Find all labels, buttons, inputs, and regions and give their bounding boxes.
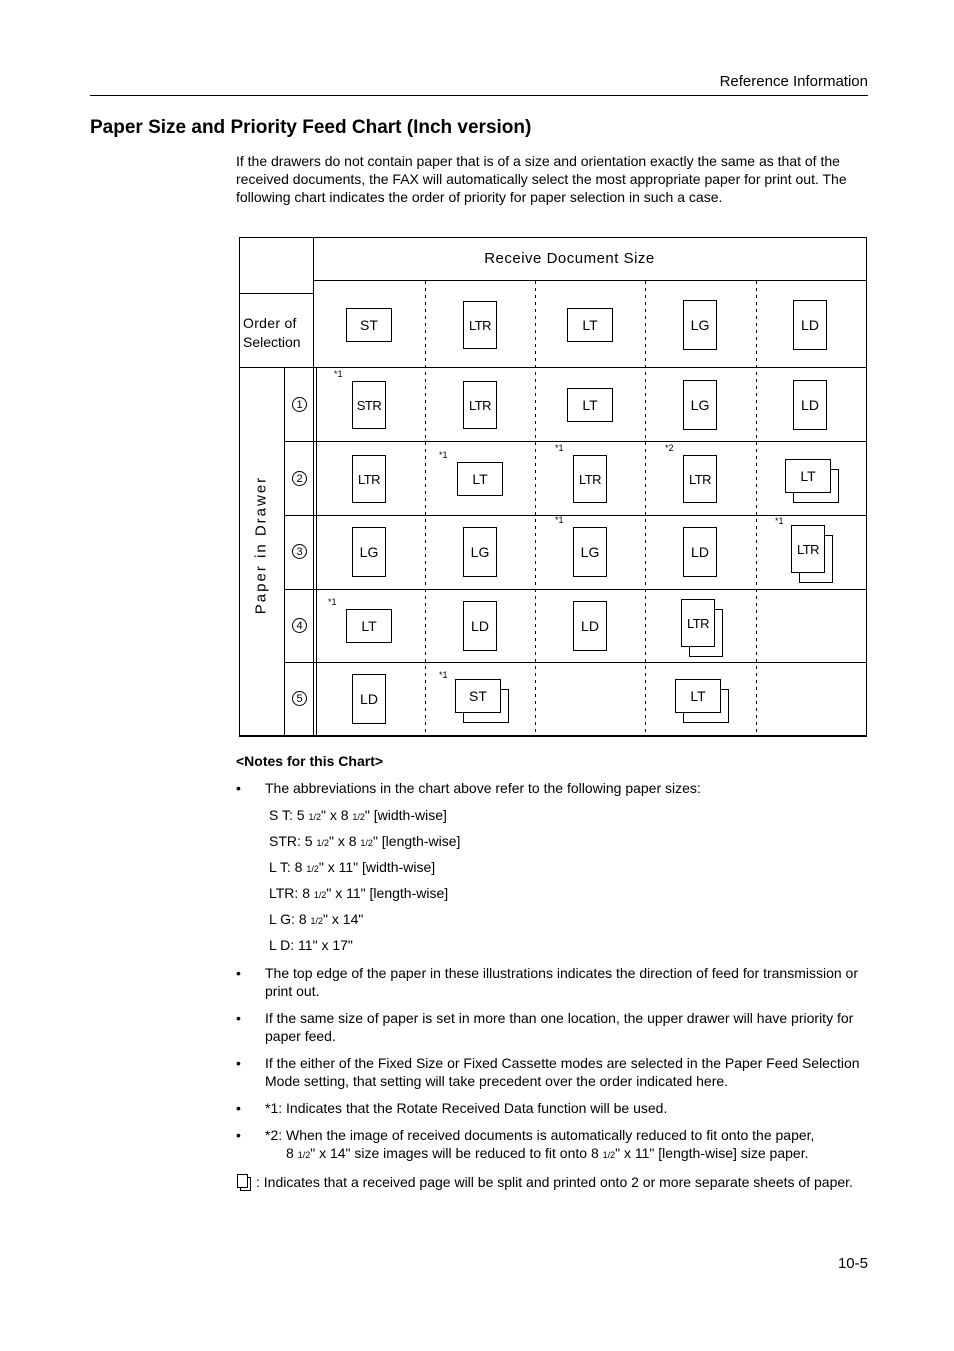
page-number: 10-5 [837,1255,868,1272]
priority-number: 1 [292,397,307,412]
bullet-dot: • [236,1127,241,1143]
order-label-line1: Order of [243,315,297,331]
frac: 1/2 [297,1150,311,1160]
drawer-paper-lg: LG [683,380,717,430]
drawer-paper-ltr: LTR [352,455,386,503]
footnote-marker: *2 [665,443,674,453]
abbr-lg-a: L G: 8 [269,911,311,927]
note2-a: 8 [286,1145,298,1161]
note-text: *2: When the image of received documents is automatically reduced to fit onto the paper, [265,1127,815,1143]
bullet-dot: • [236,1100,241,1116]
drawer-paper-lg: LG [463,527,497,577]
frac: 1/2 [352,812,365,822]
split-pages-icon [236,1174,252,1191]
footnote-marker: *1 [555,515,564,525]
abbr-ld-a: L D: 11" x 17" [269,937,353,953]
footnote-marker: *1 [439,670,448,680]
note-text: If the either of the Fixed Size or Fixed Cassette modes are selected in the Paper Feed Selection Mode setting, that setting will take precedent over the order indicated here. [265,1055,860,1089]
drawer-paper-ld: LD [573,601,607,651]
receive-size-ld: LD [793,300,827,350]
note2-b: " x 14" size images will be reduced to fit onto 8 [310,1145,603,1161]
drawer-paper-ltr: LTR [791,525,825,573]
receive-size-st: ST [346,308,392,342]
drawer-paper-st: ST [455,679,501,713]
drawer-paper-str: STR [352,381,386,429]
abbr-st-a: S T: 5 [269,807,309,823]
split-note-text: : Indicates that a received page will be split and printed onto 2 or more separate sheets of paper. [256,1174,853,1190]
drawer-paper-ld: LD [352,674,386,724]
frac: 1/2 [310,916,324,926]
note-footnote-2 [236,1126,868,1164]
abbr-str-b: " x 8 [328,833,361,849]
drawer-paper-lt: LT [675,679,721,713]
note-text: The top edge of the paper in these illustrations indicates the direction of feed for transmission or print out. [265,965,859,999]
drawer-paper-ltr: LTR [463,381,497,429]
frac: 1/2 [316,838,329,848]
frac: 1/2 [313,890,327,900]
abbr-st [269,806,868,832]
drawer-paper-ld: LD [463,601,497,651]
intro-paragraph: If the drawers do not contain paper that is of a size and orientation exactly the same as that of the received documents, the FAX will automatically select the most appropriate paper for print out. The following chart indicates the order of priority for paper selection in such a case. [236,153,847,205]
notes-title: <Notes for this Chart> [236,753,384,769]
priority-number: 3 [292,544,307,559]
note-same-size [236,1009,868,1045]
drawer-paper-lt: LT [457,462,503,496]
order-label-line2: Selection [243,334,301,350]
note-text: If the same size of paper is set in more than one location, the upper drawer will have priority for paper feed. [265,1010,854,1044]
note-fixed-mode [236,1054,868,1090]
abbr-str-c: " [length-wise] [372,833,461,849]
receive-size-header: Receive Document Size [484,250,655,267]
priority-number: 5 [292,691,307,706]
footnote-marker: *1 [439,450,448,460]
frac: 1/2 [360,838,373,848]
frac: 1/2 [306,864,319,874]
drawer-paper-ltr: LTR [681,599,715,647]
receive-size-lt: LT [567,308,613,342]
drawer-paper-ld: LD [683,527,717,577]
bullet-dot: • [236,1055,241,1071]
abbr-ltr-a: LTR: 8 [269,885,314,901]
abbr-str [269,832,868,858]
drawer-paper-lt: LT [785,459,831,493]
frac: 1/2 [602,1150,616,1160]
drawer-paper-ltr: LTR [573,455,607,503]
note-text: *1: Indicates that the Rotate Received Data function will be used. [265,1100,668,1116]
abbr-lt [269,858,868,884]
section-title: Paper Size and Priority Feed Chart (Inch version) [90,117,532,138]
abbr-ltr-b: " x 11" [length-wise] [326,885,449,901]
note2-c: " x 11" [length-wise] size paper. [615,1145,809,1161]
footnote-marker: *1 [328,597,337,607]
drawer-paper-lt: LT [567,388,613,422]
note-abbreviations [236,779,868,797]
abbr-ld [269,936,868,962]
footnote-marker: *1 [555,443,564,453]
running-header: Reference Information [719,73,868,90]
bullet-dot: • [236,780,241,796]
receive-size-ltr: LTR [463,301,497,349]
paper-in-drawer-label: Paper in Drawer [252,475,270,615]
abbr-ltr [269,884,868,910]
abbr-st-c: " [width-wise] [364,807,447,823]
chart-notes [236,752,868,1191]
note-footnote-1 [236,1099,868,1117]
abbr-lg [269,910,868,936]
priority-number: 4 [292,618,307,633]
bullet-dot: • [236,965,241,981]
drawer-paper-lg: LG [352,527,386,577]
drawer-paper-lg: LG [573,527,607,577]
drawer-paper-lt: LT [346,609,392,643]
note-top-edge [236,964,868,1000]
note-split-pages [236,1173,868,1191]
footnote-marker: *1 [775,516,784,526]
drawer-paper-ltr: LTR [683,455,717,503]
receive-size-lg: LG [683,300,717,350]
footnote-marker: *1 [334,369,343,379]
frac: 1/2 [308,812,321,822]
abbr-lt-a: L T: 8 [269,859,307,875]
bullet-dot: • [236,1010,241,1026]
note2-line2 [265,1144,868,1164]
drawer-paper-ld: LD [793,380,827,430]
abbr-st-b: " x 8 [320,807,353,823]
abbr-lg-b: " x 14" [323,911,364,927]
priority-number: 2 [292,471,307,486]
abbr-str-a: STR: 5 [269,833,317,849]
abbr-lt-b: " x 11" [width-wise] [318,859,436,875]
abbrev-intro: The abbreviations in the chart above refer to the following paper sizes: [265,780,701,796]
